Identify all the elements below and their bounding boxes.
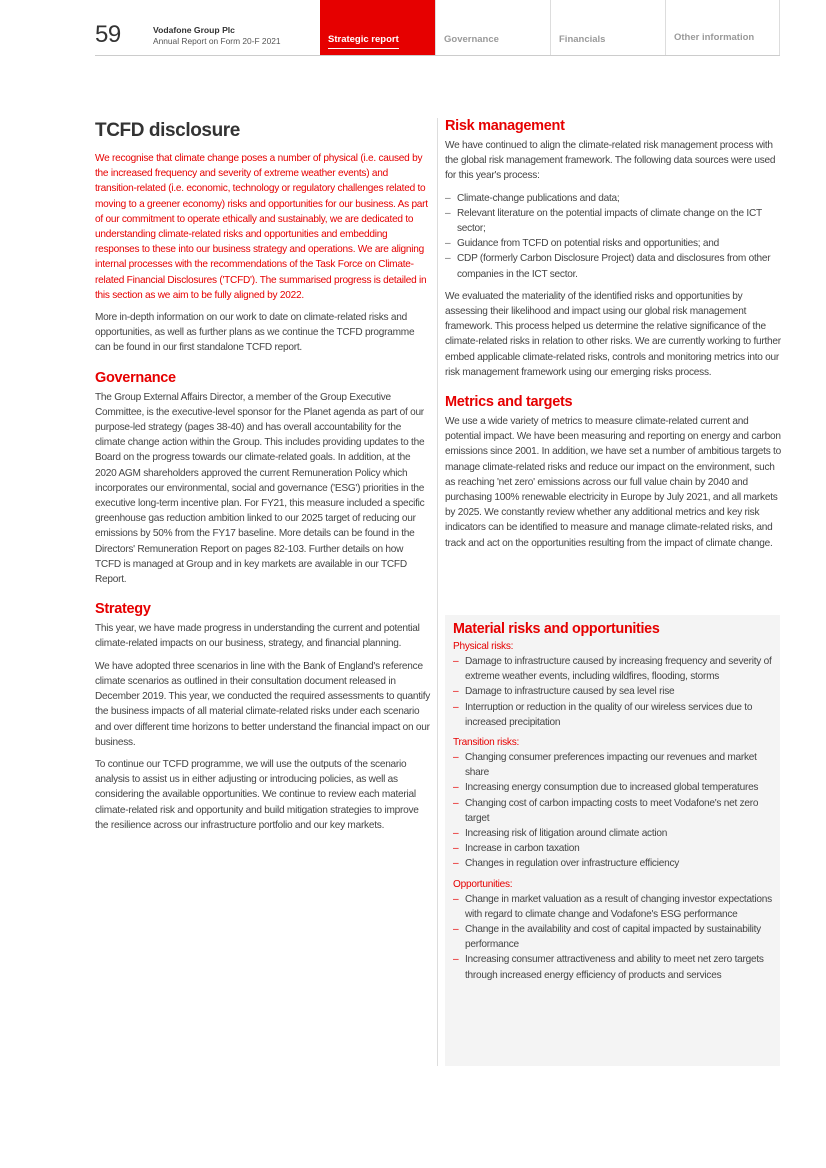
- list-item: – Increase in carbon taxation: [453, 841, 772, 856]
- list-item: – Increasing consumer attractiveness and ability to meet net zero targets through increased energy efficiency of products and services: [453, 952, 772, 982]
- risk-management-paragraph-1: We have continued to align the climate-related risk management process with the global risk management framework. The following data sources were used for this year's process:: [445, 140, 776, 182]
- governance-section: [95, 370, 431, 588]
- opportunities-list: [453, 892, 772, 983]
- intro-paragraph: We recognise that climate change poses a number of physical (i.e. caused by the increased frequency and severity of extreme weather events) and transition-related (i.e. economic, technology or regulatory challenges related to moving to a greener economy) risks and opportunities for our business. As part of our commitment to operate ethically and sustainably, we are dedicated to understanding climate-related risks and opportunities and embedding responses to these into our business strategy and operations. We are aligning internal processes with the recommendations of the Task Force on Climate-related Financial Disclosures ('TCFD'). The summarised progress is detailed in this section as we aim to be fully aligned by 2022.: [95, 153, 428, 301]
- risk-management-paragraph-2: We evaluated the materiality of the identified risks and opportunities by assessing their likelihood and impact using our global risk management framework. This process helped us determine the relative significance of the climate-related risks in relation to other risks. We are currently working to further embed applicable climate-related risks, controls and monitoring metrics into our risk management framework using our emerging risks process.: [445, 290, 781, 378]
- list-item: – Relevant literature on the potential impacts of climate change on the ICT sector;: [445, 206, 781, 236]
- governance-text: The Group External Affairs Director, a member of the Group Executive Committee, is the executive-level sponsor for the Planet agenda as part of our purpose-led strategy (pages 38-40) and has overall accountability for the climate change action within the Group. This includes providing updates to the Board on the progress towards our climate-related goals. In addition, at the 2020 AGM shareholders approved the current Remuneration Policy which incorporates our environmental, social and governance ('ESG') priorities in the executive long-term incentive plan. For FY21, this measure included a specific greenhouse gas reduction ambition linked to our 2025 target of reducing our emissions by 50% from the FY17 baseline. More details can be found in the Directors' Remuneration Report on pages 82-103. Further details on how TCFD is managed at Group and in key markets are available in our TCFD Report.: [95, 391, 425, 586]
- governance-heading: Governance: [95, 369, 176, 386]
- active-tab-underline: [328, 48, 399, 49]
- data-sources-list: [445, 191, 781, 282]
- right-column: [445, 118, 781, 561]
- strategy-paragraph-3: To continue our TCFD programme, we will use the outputs of the scenario analysis to assist us in either adjusting or introducing policies, as well as considering the available opportunities. We continue to review each material climate-related risk and opportunity and build mitigation strategies to improve the resilience across our infrastructure portfolio and our key markets.: [95, 758, 419, 831]
- header-divider: [95, 55, 780, 56]
- left-column: [95, 118, 431, 843]
- tab-label: Financials: [559, 34, 606, 45]
- strategy-paragraph-2: We have adopted three scenarios in line with the Bank of England's reference climate scenarios as outlined in their consultation document released in December 2019. This year, we conducted the required assessments to quantify the business impacts of all material climate-related risks under each scenario and over different time horizons to better understand the financial impact on our business.: [95, 660, 431, 748]
- page-title: TCFD disclosure: [95, 120, 240, 141]
- physical-risks-list: [453, 654, 772, 730]
- company-block: [153, 25, 281, 47]
- metrics-targets-text: We use a wide variety of metrics to measure climate-related current and potential impact. We have been measuring and reporting on energy and carbon emissions since 2001. In addition, we have set a number of ambitious targets to manage climate-related risks and reduce our impact on the environment, such as reaching 'net zero' emissions across our full value chain by 2040 and purchasing 100% renewable electricity in Europe by July 2021, and all markets by 2025. We constantly review whether any additional metrics and key risk indicators can be identified to measure and manage climate-related risks, and track and act on the opportunities resulting from the impact of climate change.: [445, 416, 781, 549]
- tab-governance[interactable]: [435, 0, 550, 55]
- strategy-paragraph-1: This year, we have made progress in understanding the current and potential climate-related impacts on our business, strategy, and financial planning.: [95, 623, 420, 650]
- list-item: – Increasing energy consumption due to increased global temperatures: [453, 780, 772, 795]
- metrics-targets-heading: Metrics and targets: [445, 394, 573, 411]
- tab-strategic-report[interactable]: [320, 0, 435, 55]
- list-item: – Changing cost of carbon impacting costs to meet Vodafone's net zero target: [453, 796, 772, 826]
- list-item: – Increasing risk of litigation around climate action: [453, 826, 772, 841]
- page-number: 59: [95, 21, 121, 48]
- risk-management-heading: Risk management: [445, 118, 565, 134]
- list-item: – Interruption or reduction in the quality of our wireless services due to increased precipitation: [453, 700, 772, 730]
- strategy-heading: Strategy: [95, 601, 151, 618]
- tab-label: Other information: [674, 32, 755, 43]
- metrics-targets-section: [445, 394, 781, 551]
- transition-risks-label: Transition risks:: [453, 737, 520, 749]
- more-info-paragraph: More in-depth information on our work to date on climate-related risks and opportunities, as well as further plans as we continue the TCFD programme can be found in our first standalone TCFD report.: [95, 312, 415, 354]
- tab-other-information[interactable]: [665, 0, 780, 55]
- column-divider: [437, 118, 438, 1066]
- material-risks-box: [445, 615, 780, 1066]
- list-item: – Change in the availability and cost of capital impacted by sustainability performance: [453, 922, 772, 952]
- list-item: – Guidance from TCFD on potential risks and opportunities; and: [445, 236, 781, 251]
- list-item: – Changing consumer preferences impacting our revenues and market share: [453, 750, 772, 780]
- physical-risks-label: Physical risks:: [453, 641, 514, 652]
- tab-label: Governance: [444, 34, 499, 45]
- list-item: – CDP (formerly Carbon Disclosure Project) data and disclosures from other companies in the ICT sector.: [445, 251, 781, 281]
- transition-risks-list: [453, 750, 772, 872]
- list-item: – Changes in regulation over infrastructure efficiency: [453, 856, 772, 871]
- opportunities-label: Opportunities:: [453, 878, 513, 890]
- list-item: – Damage to infrastructure caused by sea level rise: [453, 684, 772, 699]
- list-item: – Change in market valuation as a result of changing investor expectations with regard to climate change and Vodafone's ESG performance: [453, 892, 772, 922]
- strategy-section: [95, 601, 431, 833]
- report-name: Annual Report on Form 20-F 2021: [153, 36, 281, 46]
- tab-label: Strategic report: [328, 34, 399, 45]
- material-risks-heading: Material risks and opportunities: [453, 621, 660, 637]
- list-item: – Damage to infrastructure caused by increasing frequency and severity of extreme weather events, including wildfires, flooding, storms: [453, 654, 772, 684]
- tab-financials[interactable]: [550, 0, 665, 55]
- risk-management-section: [445, 118, 781, 380]
- list-item: – Climate-change publications and data;: [445, 191, 781, 206]
- company-name: Vodafone Group Plc: [153, 25, 235, 35]
